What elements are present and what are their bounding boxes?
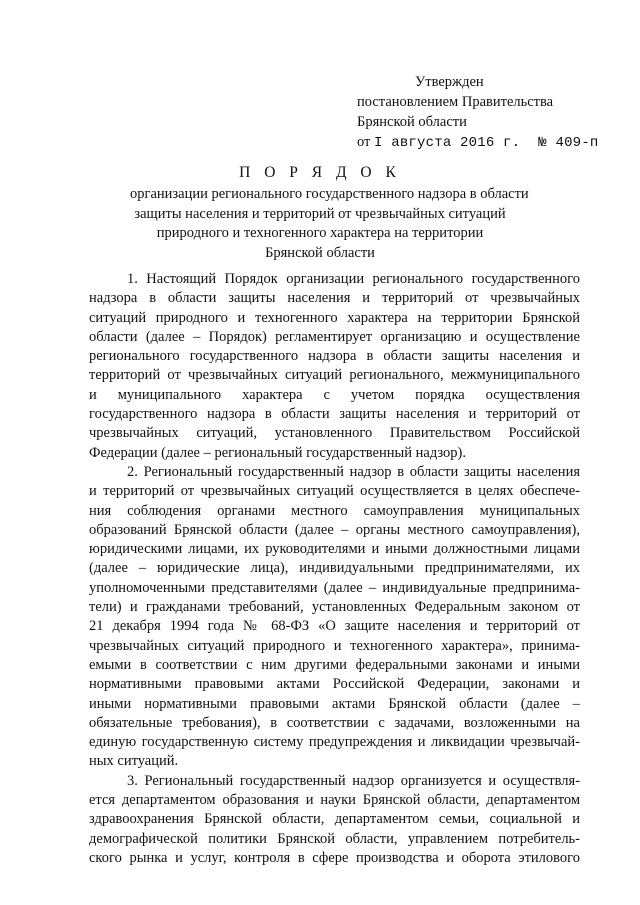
paragraph-line: 1. Настоящий Порядок организации регионального государственного — [127, 271, 580, 287]
paragraph-3 — [89, 772, 580, 868]
paragraph-2 — [89, 463, 580, 772]
paragraph-line: ния соблюдения органами местного самоуправления муниципальных — [89, 502, 580, 519]
paragraph-line: чрезвычайных ситуаций, установленного Правительством Российской — [89, 425, 580, 442]
paragraph-line: государственного надзора в области защиты населения и территорий от — [89, 406, 580, 423]
subtitle-line: природного и техногенного характера на территории — [156, 225, 484, 241]
paragraph-line: демографической политики Брянской области, управлением потребитель- — [89, 830, 580, 847]
paragraph-line: образований Брянской области (далее – органы местного самоуправления), — [89, 521, 580, 538]
paragraph-line: ется департаментом образования и науки Брянской области, департаментом — [89, 792, 580, 809]
paragraph-line: надзора в области защиты населения и территорий от чрезвычайных — [89, 290, 580, 307]
paragraph-line: ситуаций природного и техногенного характера на территории Брянской — [89, 309, 580, 326]
paragraph-line: ского рынка и услуг, контроля в сфере производства и оборота этилового — [89, 849, 580, 866]
paragraph-line: уполномоченными представителями (далее – индивидуальные предпринима- — [89, 579, 580, 596]
paragraph-line: 21 декабря 1994 года № 68-ФЗ «О защите населения и территорий от — [89, 618, 580, 635]
approval-date-prefix: от — [357, 134, 371, 150]
paragraph-line: нормативными правовыми актами Российской Федерации, законами и — [89, 676, 580, 693]
subtitle-line: организации регионального государственного надзора в области — [130, 186, 529, 202]
paragraph-line: здравоохранения Брянской области, департаментом семьи, социальной и — [89, 811, 580, 828]
approval-date: I августа 2016 г. — [374, 135, 521, 151]
paragraph-line: чрезвычайных ситуаций природного и техногенного характера», принима- — [89, 637, 580, 654]
approval-number: № 409-п — [538, 135, 599, 151]
paragraph-line: регионального государственного надзора в области защиты населения и — [89, 348, 580, 365]
paragraph-line: области (далее – Порядок) регламентирует организацию и осуществление — [89, 328, 580, 345]
paragraph-line: ных ситуаций. — [89, 753, 179, 770]
document-subtitle — [130, 185, 529, 263]
paragraph-line: 3. Региональный государственный надзор организуется и осуществля- — [127, 772, 580, 789]
paragraph-line: и муниципального характера с учетом порядка осуществления — [89, 386, 580, 403]
paragraph-line: единую государственную систему предупреждения и ликвидации чрезвычай- — [89, 734, 580, 751]
document-body — [89, 270, 580, 868]
paragraph-line: иными нормативными правовыми актами Брянской области (далее – — [89, 695, 580, 712]
subtitle-line: Брянской области — [265, 244, 375, 261]
paragraph-line: 2. Региональный государственный надзор в области защиты населения — [127, 463, 580, 480]
approval-stamp — [357, 72, 617, 153]
paragraph-1 — [89, 270, 580, 463]
paragraph-line: тели) и гражданами требований, установленных Федеральным законом от — [89, 599, 580, 616]
approval-line-2: постановлением Правительства — [357, 94, 554, 110]
approval-date-line — [357, 132, 617, 153]
approval-line-1: Утвержден — [415, 74, 484, 90]
subtitle-line: защиты населения и территорий от чрезвычайных ситуаций — [134, 205, 506, 222]
approval-line-3: Брянской области — [357, 114, 467, 130]
document-title: П О Р Я Д О К — [239, 164, 401, 181]
paragraph-line: Федерации (далее – региональный государственный надзор). — [89, 444, 466, 461]
paragraph-line: емыми в соответствии с ним другими федеральными законами и иными — [89, 656, 580, 673]
paragraph-line: юридическими лицами, их руководителями и иными должностными лицами — [89, 541, 580, 558]
paragraph-line: обязательные требования), в соответствии с задачами, возложенными на — [89, 714, 580, 731]
paragraph-line: территорий от чрезвычайных ситуаций регионального, межмуниципального — [89, 367, 580, 384]
paragraph-line: (далее – юридические лица), индивидуальными предпринимателями, их — [89, 560, 580, 577]
paragraph-line: и территорий от чрезвычайных ситуаций осуществляется в целях обеспече- — [89, 483, 580, 500]
